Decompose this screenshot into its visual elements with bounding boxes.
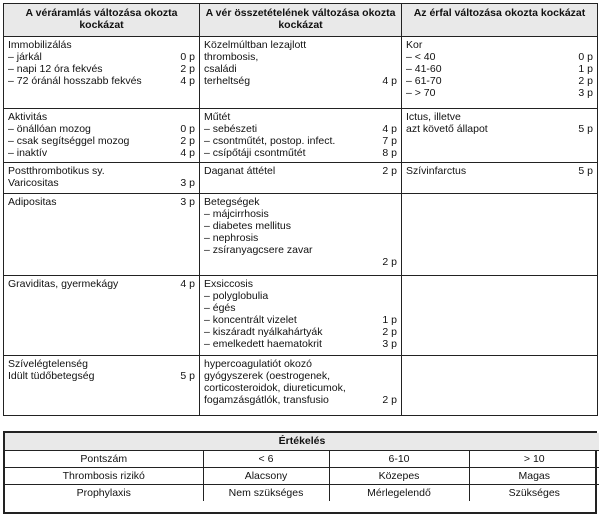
risk-item	[8, 135, 195, 147]
risk-item-points: 7 p	[382, 135, 397, 147]
risk-row	[4, 163, 598, 194]
risk-item	[8, 63, 195, 75]
evaluation-cell: 6-10	[329, 450, 469, 467]
risk-item	[204, 51, 397, 63]
evaluation-row-label: Pontszám	[5, 450, 203, 467]
risk-item-label: – májcirrhosis	[204, 208, 269, 220]
evaluation-cell: Mérlegelendő	[329, 484, 469, 501]
risk-item	[8, 177, 195, 189]
risk-cell	[4, 109, 200, 163]
risk-item-label: Szívinfarctus	[406, 165, 467, 177]
risk-row	[4, 356, 598, 416]
header-blood-flow: A véráramlás változása okozta kockázat	[4, 4, 200, 37]
risk-item	[204, 165, 397, 177]
risk-item-points	[571, 111, 593, 123]
risk-item-points	[375, 51, 397, 63]
risk-cell	[200, 356, 402, 416]
evaluation-cell: Magas	[469, 467, 599, 484]
risk-factor-table	[3, 3, 598, 416]
risk-item	[8, 39, 195, 51]
risk-item	[204, 63, 397, 75]
risk-item-label: családi	[204, 63, 237, 75]
risk-item	[204, 220, 397, 232]
risk-item	[204, 232, 397, 244]
risk-item-points	[375, 358, 397, 370]
risk-item-points	[173, 39, 195, 51]
risk-row	[4, 109, 598, 163]
risk-item-label: Daganat áttétel	[204, 165, 276, 177]
risk-item	[406, 111, 593, 123]
risk-item-label: azt követő állapot	[406, 123, 488, 135]
risk-item	[406, 75, 593, 87]
risk-item	[204, 39, 397, 51]
risk-item-label: – polyglobulia	[204, 290, 269, 302]
risk-item-points: 5 p	[578, 165, 593, 177]
risk-item-label: – csontműtét, postop. infect.	[204, 135, 336, 147]
evaluation-row-label: Prophylaxis	[5, 484, 203, 501]
risk-cell	[4, 163, 200, 194]
risk-item-points: 2 p	[382, 326, 397, 338]
risk-item-points: 3 p	[180, 177, 195, 189]
risk-cell	[200, 109, 402, 163]
risk-item-points: 0 p	[180, 51, 195, 63]
risk-cell	[200, 276, 402, 356]
risk-item-label: – csípőtáji csontműtét	[204, 147, 306, 159]
risk-item-label: – égés	[204, 302, 236, 314]
risk-item	[406, 123, 593, 135]
evaluation-table	[5, 433, 599, 501]
risk-item-points: 2 p	[382, 256, 397, 268]
risk-item-label: – diabetes mellitus	[204, 220, 291, 232]
risk-item-points	[375, 244, 397, 256]
risk-item-label: Aktivitás	[8, 111, 48, 123]
risk-item-label: – napi 12 óra fekvés	[8, 63, 103, 75]
risk-item-points: 4 p	[180, 75, 195, 87]
risk-item-label: – önállóan mozog	[8, 123, 91, 135]
risk-cell	[200, 194, 402, 276]
risk-item-points	[375, 370, 397, 382]
evaluation-cell: Nem szükséges	[203, 484, 329, 501]
risk-cell	[402, 109, 598, 163]
risk-cell	[4, 276, 200, 356]
risk-item	[204, 196, 397, 208]
risk-item-points: 1 p	[578, 63, 593, 75]
risk-item-points: 2 p	[382, 165, 397, 177]
risk-cell	[402, 356, 598, 416]
risk-item	[204, 111, 397, 123]
risk-item-label: corticosteroidok, diureticumok,	[204, 382, 346, 394]
evaluation-cell: Alacsony	[203, 467, 329, 484]
header-blood-composition: A vér összetételének változása okozta kockázat	[200, 4, 402, 37]
risk-item-points	[173, 111, 195, 123]
risk-item-label: Közelmúltban lezajlott	[204, 39, 307, 51]
risk-item-points	[375, 39, 397, 51]
risk-item	[204, 370, 397, 382]
risk-item-label: Graviditas, gyermekágy	[8, 278, 119, 290]
risk-item	[406, 87, 593, 99]
risk-cell	[200, 163, 402, 194]
risk-item-label: – sebészeti	[204, 123, 258, 135]
risk-item	[204, 326, 397, 338]
risk-item-label: Exsiccosis	[204, 278, 254, 290]
risk-item	[204, 147, 397, 159]
evaluation-cell: Szükséges	[469, 484, 599, 501]
evaluation-title: Értékelés	[5, 433, 599, 450]
evaluation-row	[5, 484, 599, 501]
risk-item-points: 5 p	[578, 123, 593, 135]
risk-item-points	[375, 208, 397, 220]
risk-item	[204, 358, 397, 370]
risk-item-points: 0 p	[180, 123, 195, 135]
risk-item-label: Adipositas	[8, 196, 57, 208]
risk-cell	[402, 37, 598, 109]
risk-item-points	[375, 278, 397, 290]
risk-item-points: 2 p	[578, 75, 593, 87]
risk-item	[406, 51, 593, 63]
risk-item	[204, 123, 397, 135]
risk-item-label: – < 40	[406, 51, 436, 63]
risk-item-points: 2 p	[180, 135, 195, 147]
risk-item-label: – koncentrált vizelet	[204, 314, 297, 326]
risk-item	[204, 244, 397, 256]
evaluation-cell: Közepes	[329, 467, 469, 484]
risk-item	[8, 75, 195, 87]
risk-item-label: thrombosis,	[204, 51, 259, 63]
evaluation-row	[5, 450, 599, 467]
risk-item-points: 4 p	[382, 123, 397, 135]
risk-item-points	[375, 196, 397, 208]
risk-row	[4, 194, 598, 276]
risk-item	[204, 382, 397, 394]
risk-item-label: Szívelégtelenség	[8, 358, 88, 370]
risk-item-label: – inaktív	[8, 147, 48, 159]
risk-item-label: – 72 óránál hosszabb fekvés	[8, 75, 142, 87]
risk-item	[406, 63, 593, 75]
evaluation-cell: < 6	[203, 450, 329, 467]
risk-item	[406, 39, 593, 51]
risk-item-label: – csak segítséggel mozog	[8, 135, 130, 147]
risk-item-label: Ictus, illetve	[406, 111, 461, 123]
risk-item	[406, 165, 593, 177]
risk-item-points: 8 p	[382, 147, 397, 159]
risk-item-points: 5 p	[180, 370, 195, 382]
risk-item-label: – járkál	[8, 51, 42, 63]
risk-item	[204, 75, 397, 87]
risk-cell	[402, 194, 598, 276]
risk-item-points	[375, 220, 397, 232]
risk-item	[8, 165, 195, 177]
risk-item	[204, 314, 397, 326]
evaluation-row	[5, 467, 599, 484]
risk-item-points	[173, 358, 195, 370]
evaluation-box	[3, 431, 597, 514]
risk-item-label: Postthrombotikus sy.	[8, 165, 105, 177]
risk-item-points: 4 p	[180, 278, 195, 290]
risk-row	[4, 276, 598, 356]
header-vessel-wall: Az érfal változása okozta kockázat	[402, 4, 598, 37]
risk-item-label: fogamzásgátlók, transfusio	[204, 394, 329, 406]
risk-cell	[4, 356, 200, 416]
risk-item-label: – 41-60	[406, 63, 442, 75]
risk-item	[204, 208, 397, 220]
risk-item-points	[375, 63, 397, 75]
risk-cell	[4, 194, 200, 276]
risk-cell	[4, 37, 200, 109]
risk-row	[4, 37, 598, 109]
risk-item-points	[375, 290, 397, 302]
evaluation-cell: > 10	[469, 450, 599, 467]
risk-item-points: 2 p	[180, 63, 195, 75]
risk-item	[204, 338, 397, 350]
risk-item	[8, 51, 195, 63]
risk-item-points	[173, 165, 195, 177]
risk-item-label: Kor	[406, 39, 423, 51]
risk-item	[8, 370, 195, 382]
risk-item-label: terheltség	[204, 75, 251, 87]
risk-item-points: 3 p	[578, 87, 593, 99]
risk-item-points: 0 p	[578, 51, 593, 63]
risk-item	[204, 290, 397, 302]
risk-cell	[402, 276, 598, 356]
risk-item-points	[375, 111, 397, 123]
risk-item	[8, 123, 195, 135]
risk-item	[8, 147, 195, 159]
risk-item	[204, 256, 397, 268]
risk-item	[204, 135, 397, 147]
risk-item-label: – > 70	[406, 87, 436, 99]
risk-item	[8, 111, 195, 123]
risk-item-points: 3 p	[180, 196, 195, 208]
risk-cell	[402, 163, 598, 194]
risk-item-label: – emelkedett haematokrit	[204, 338, 322, 350]
risk-item-label: gyógyszerek (oestrogenek,	[204, 370, 331, 382]
risk-item-label: Idült tüdőbetegség	[8, 370, 95, 382]
risk-item-label: Betegségek	[204, 196, 260, 208]
risk-item-points	[375, 382, 397, 394]
risk-item-points	[571, 39, 593, 51]
risk-item	[204, 278, 397, 290]
risk-cell	[200, 37, 402, 109]
risk-item-label: – nephrosis	[204, 232, 259, 244]
risk-item	[8, 196, 195, 208]
risk-item-points: 4 p	[382, 75, 397, 87]
risk-item-points	[375, 302, 397, 314]
risk-item-label: Varicositas	[8, 177, 59, 189]
risk-item-points: 1 p	[382, 314, 397, 326]
risk-item-label: Immobilizálás	[8, 39, 72, 51]
risk-item-points: 3 p	[382, 338, 397, 350]
risk-item-points	[375, 232, 397, 244]
risk-item	[8, 278, 195, 290]
risk-item	[204, 302, 397, 314]
risk-item-points: 2 p	[382, 394, 397, 406]
risk-item-label: hypercoagulatiót okozó	[204, 358, 312, 370]
risk-item	[8, 358, 195, 370]
risk-item-label: Műtét	[204, 111, 231, 123]
risk-item	[204, 394, 397, 406]
evaluation-row-label: Thrombosis rizikó	[5, 467, 203, 484]
risk-item-label: – zsíranyagcsere zavar	[204, 244, 313, 256]
risk-item-points: 4 p	[180, 147, 195, 159]
risk-item-label: – kiszáradt nyálkahártyák	[204, 326, 323, 338]
risk-item-label: – 61-70	[406, 75, 442, 87]
